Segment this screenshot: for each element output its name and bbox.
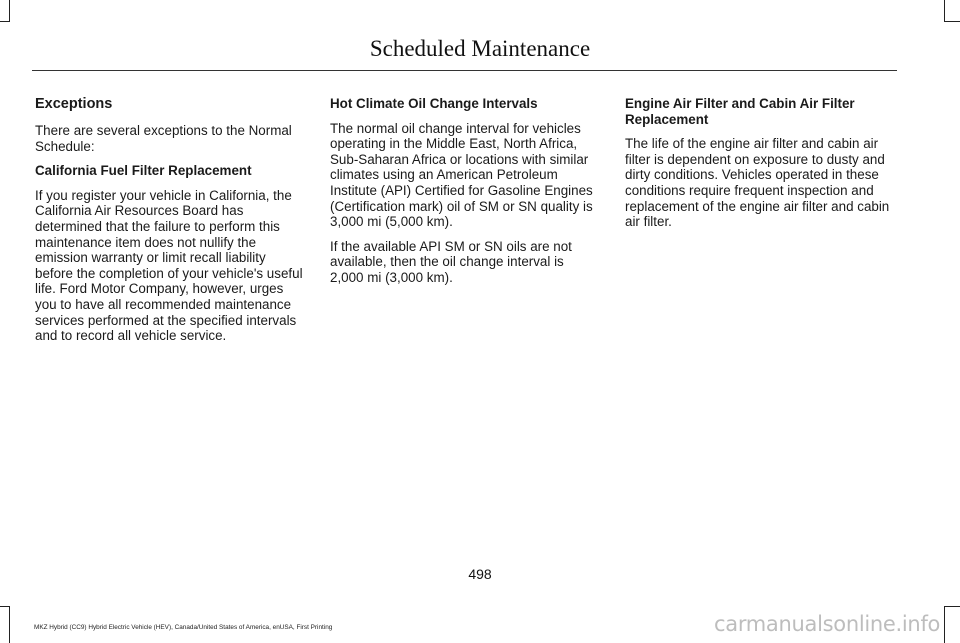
crop-mark-bottom-left-vertical xyxy=(9,606,10,643)
fuel-filter-subheading: California Fuel Filter Replacement xyxy=(35,163,252,179)
crop-mark-top-left-horizontal xyxy=(0,21,10,22)
column-exceptions xyxy=(35,96,303,353)
crop-mark-top-right-horizontal xyxy=(944,21,960,22)
exceptions-intro: There are several exceptions to the Normal Schedule: xyxy=(35,123,292,154)
hot-climate-paragraph-2: If the available API SM or SN oils are not available, then the oil change interval is 2,000 mi (3,000 km). xyxy=(330,238,572,285)
column-air-filter xyxy=(625,96,893,239)
fuel-filter-body: If you register your vehicle in California, the California Air Resources Board has determined that the failure to perform this maintenance item does not nullify the emission warranty or limit recall liability before the completion of your vehicle's useful life. Ford Motor Company, however, urges you to have all recommended maintenance services performed at the specified intervals and to record all vehicle service. xyxy=(35,187,303,344)
edition-footer: MKZ Hybrid (CC9) Hybrid Electric Vehicle (HEV), Canada/United States of America, enUSA, First Printing xyxy=(34,624,333,631)
page-number: 498 xyxy=(468,566,492,582)
hot-climate-subheading: Hot Climate Oil Change Intervals xyxy=(330,96,538,111)
crop-mark-bottom-left-horizontal xyxy=(0,606,10,607)
air-filter-body: The life of the engine air filter and cabin air filter is dependent on exposure to dusty and dirty conditions. Vehicles operated in these conditions require frequent inspection and replacement of the engine air filter and cabin air filter. xyxy=(625,136,890,230)
crop-mark-top-left-vertical xyxy=(9,0,10,22)
watermark: carmanualsonline.info xyxy=(714,612,941,636)
column-hot-climate xyxy=(330,96,598,295)
crop-mark-top-right-vertical xyxy=(944,0,945,22)
header-divider xyxy=(32,70,897,71)
hot-climate-paragraph-1: The normal oil change interval for vehicles operating in the Middle East, North Africa, Sub-Saharan Africa or locations with similar climates using an American Petroleum Institute (API) Certified for Gasoline Engines (Certification mark) oil of SM or SN quality is 3,000 mi (5,000 km). xyxy=(330,120,593,230)
crop-mark-bottom-right-horizontal xyxy=(944,606,960,607)
exceptions-heading: Exceptions xyxy=(35,96,113,112)
crop-mark-bottom-right-vertical xyxy=(944,606,945,643)
page-title: Scheduled Maintenance xyxy=(369,36,591,61)
air-filter-subheading: Engine Air Filter and Cabin Air Filter Replacement xyxy=(625,96,855,127)
